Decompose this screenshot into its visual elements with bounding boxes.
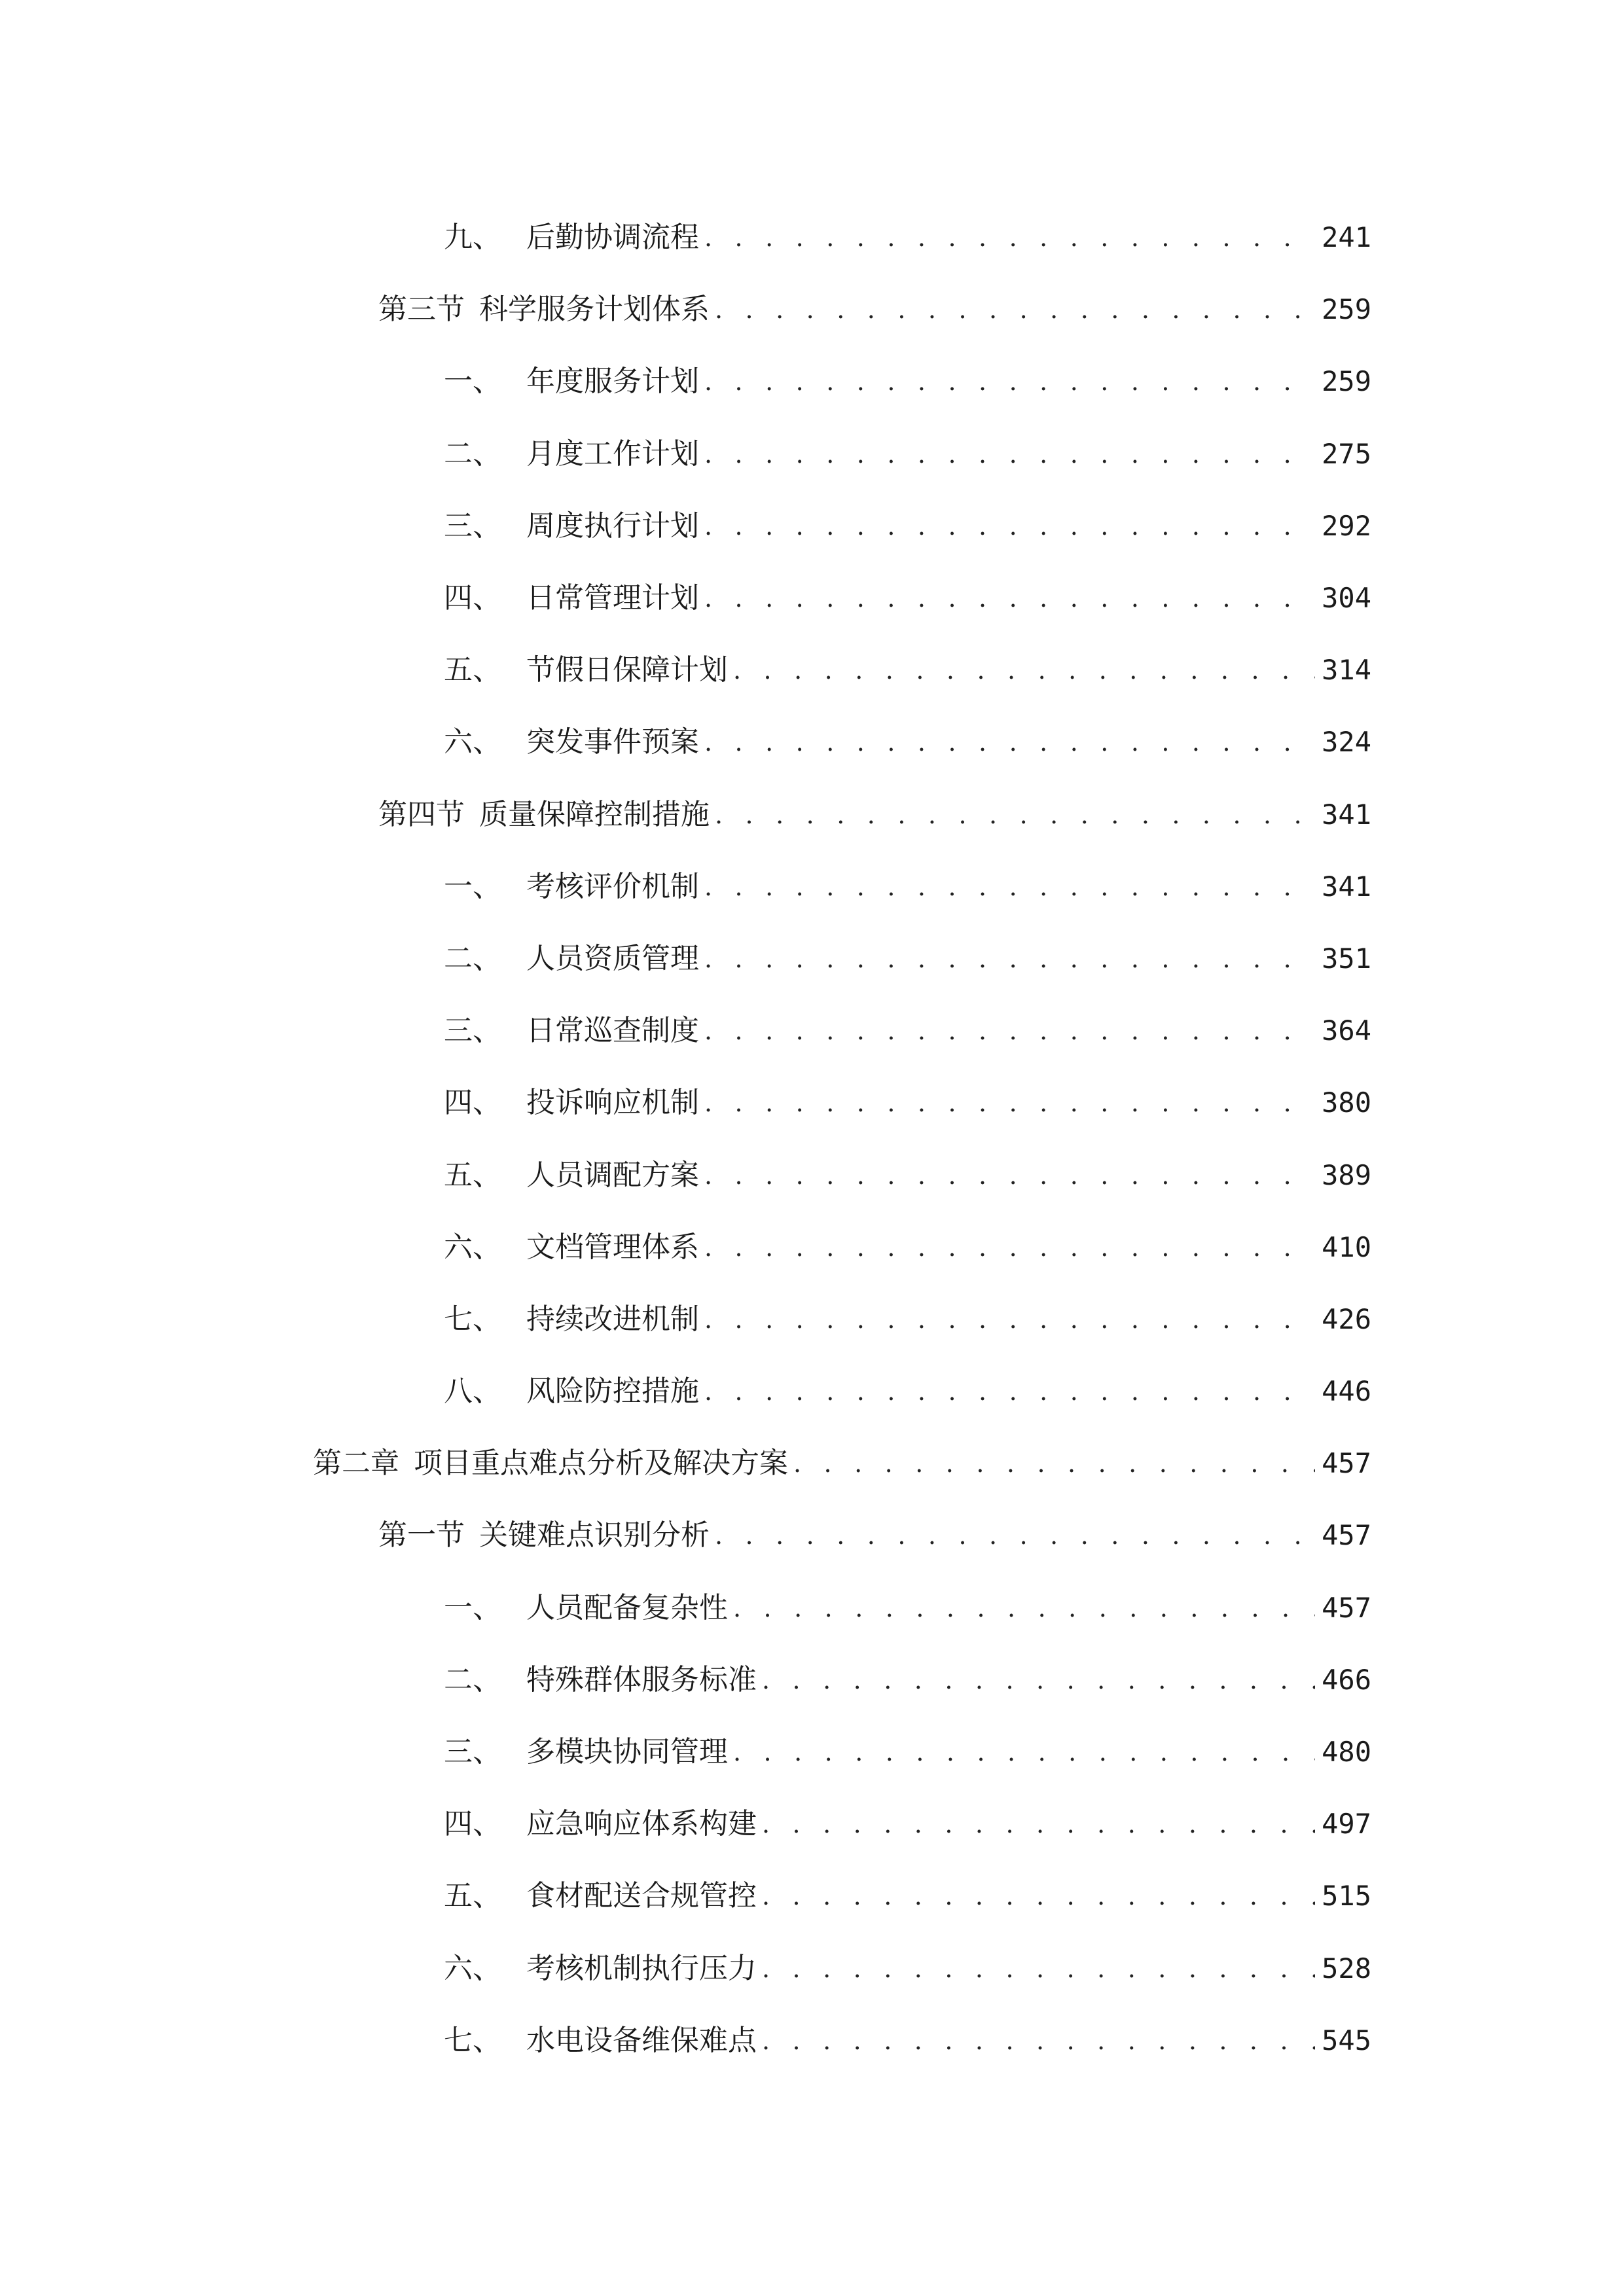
toc-entry-number: 六、 <box>444 725 501 759</box>
toc-entry-number: 四、 <box>444 1086 501 1120</box>
toc-entry-title: 科学服务计划体系 <box>479 293 710 327</box>
toc-entry-title: 水电设备维保难点 <box>526 2023 757 2057</box>
dot-leader <box>762 1812 1315 1837</box>
toc-entry-number: 二、 <box>444 1662 501 1696</box>
toc-entry-title: 年度服务计划 <box>526 365 699 399</box>
dot-leader <box>704 1090 1315 1115</box>
dot-leader <box>704 946 1315 971</box>
toc-entry-title: 投诉响应机制 <box>526 1086 699 1120</box>
toc-entry-title: 特殊群体服务标准 <box>526 1662 757 1696</box>
toc-entry-page: 545 <box>1322 2024 1371 2056</box>
dot-leader <box>704 1018 1315 1043</box>
dot-leader <box>704 874 1315 899</box>
dot-leader <box>704 586 1315 611</box>
toc-entry-number: 三、 <box>444 1735 501 1769</box>
toc-entry-page: 389 <box>1322 1158 1371 1191</box>
toc-entry-title: 应急响应体系构建 <box>526 1807 757 1841</box>
toc-entry[interactable] <box>0 346 1624 418</box>
toc-entry-title: 节假日保障计划 <box>526 653 728 687</box>
toc-entry-number: 第二章 <box>313 1446 399 1480</box>
toc-entry[interactable] <box>0 202 1624 274</box>
dot-leader <box>704 1307 1315 1332</box>
toc-entry-page: 410 <box>1322 1230 1371 1263</box>
dot-leader <box>733 1596 1315 1621</box>
toc-entry[interactable] <box>0 1716 1624 1788</box>
toc-entry-number: 四、 <box>444 1807 501 1841</box>
toc-entry-title: 考核评价机制 <box>526 869 699 903</box>
toc-entry-number: 三、 <box>444 1014 501 1048</box>
toc-entry[interactable] <box>0 1283 1624 1355</box>
toc-entry-number: 一、 <box>444 365 501 399</box>
toc-entry-title: 后勤协调流程 <box>526 221 699 255</box>
toc-entry-number: 二、 <box>444 437 501 471</box>
dot-leader <box>704 1379 1315 1404</box>
toc-entry[interactable] <box>0 634 1624 706</box>
toc-entry-title: 质量保障控制措施 <box>479 797 710 831</box>
toc-entry[interactable] <box>0 274 1624 346</box>
toc-entry-page: 259 <box>1322 293 1371 326</box>
toc-entry-page: 497 <box>1322 1808 1371 1840</box>
toc-entry-page: 341 <box>1322 870 1371 903</box>
toc-entry-number: 第四节 <box>378 797 465 831</box>
toc-entry-page: 426 <box>1322 1302 1371 1335</box>
toc-entry-number: 六、 <box>444 1951 501 1985</box>
toc-entry[interactable] <box>0 1067 1624 1139</box>
dot-leader <box>762 1884 1315 1909</box>
dot-leader <box>715 802 1315 827</box>
toc-entry[interactable] <box>0 1860 1624 1932</box>
dot-leader <box>793 1451 1315 1476</box>
toc-entry-title: 文档管理体系 <box>526 1230 699 1264</box>
toc-entry-page: 304 <box>1322 582 1371 615</box>
dot-leader <box>704 730 1315 755</box>
toc-entry-number: 一、 <box>444 869 501 903</box>
toc-entry[interactable] <box>0 2005 1624 2077</box>
toc-entry-page: 275 <box>1322 437 1371 470</box>
toc-entry-number: 五、 <box>444 653 501 687</box>
toc-entry-page: 364 <box>1322 1014 1371 1047</box>
toc-entry-page: 457 <box>1322 1591 1371 1624</box>
toc-entry-number: 一、 <box>444 1590 501 1624</box>
toc-entry-number: 五、 <box>444 1879 501 1913</box>
toc-entry[interactable] <box>0 1788 1624 1860</box>
dot-leader <box>715 1523 1315 1548</box>
dot-leader <box>704 369 1315 394</box>
toc-entry-title: 持续改进机制 <box>526 1302 699 1336</box>
toc-entry[interactable] <box>0 1644 1624 1716</box>
toc-entry-title: 多模块协同管理 <box>526 1735 728 1769</box>
toc-entry-title: 周度执行计划 <box>526 509 699 543</box>
toc-entry[interactable] <box>0 1211 1624 1283</box>
toc-entry[interactable] <box>0 562 1624 634</box>
toc-entry-number: 第一节 <box>378 1518 465 1552</box>
dot-leader <box>704 514 1315 539</box>
toc-entry-page: 241 <box>1322 221 1371 254</box>
toc-entry-title: 项目重点难点分析及解决方案 <box>414 1446 788 1480</box>
toc-entry-title: 考核机制执行压力 <box>526 1951 757 1985</box>
toc-entry-title: 日常管理计划 <box>526 581 699 615</box>
toc-entry-page: 480 <box>1322 1736 1371 1768</box>
toc-entry[interactable] <box>0 1572 1624 1644</box>
toc-entry-number: 五、 <box>444 1158 501 1192</box>
toc-entry[interactable] <box>0 1355 1624 1427</box>
toc-entry-number: 二、 <box>444 941 501 975</box>
table-of-contents <box>0 202 1624 2077</box>
dot-leader <box>704 442 1315 467</box>
toc-entry-number: 六、 <box>444 1230 501 1264</box>
toc-entry[interactable] <box>0 779 1624 851</box>
dot-leader <box>704 1163 1315 1188</box>
toc-entry-title: 月度工作计划 <box>526 437 699 471</box>
toc-entry[interactable] <box>0 995 1624 1067</box>
toc-entry[interactable] <box>0 1139 1624 1211</box>
toc-entry[interactable] <box>0 923 1624 995</box>
dot-leader <box>733 1740 1315 1765</box>
dot-leader <box>704 225 1315 250</box>
toc-entry[interactable] <box>0 1427 1624 1499</box>
toc-entry-page: 324 <box>1322 726 1371 759</box>
toc-entry-page: 314 <box>1322 654 1371 687</box>
toc-entry-title: 风险防控措施 <box>526 1374 699 1408</box>
toc-entry-number: 八、 <box>444 1374 501 1408</box>
toc-entry-title: 人员调配方案 <box>526 1158 699 1192</box>
dot-leader <box>762 1956 1315 1981</box>
toc-entry-page: 457 <box>1322 1447 1371 1480</box>
toc-entry[interactable] <box>0 1933 1624 2005</box>
toc-entry[interactable] <box>0 851 1624 923</box>
toc-entry-title: 人员配备复杂性 <box>526 1590 728 1624</box>
toc-entry-number: 三、 <box>444 509 501 543</box>
toc-entry-number: 第三节 <box>378 293 465 327</box>
toc-entry-page: 341 <box>1322 798 1371 831</box>
toc-entry[interactable] <box>0 1499 1624 1571</box>
toc-entry-page: 457 <box>1322 1519 1371 1552</box>
toc-entry-number: 七、 <box>444 2023 501 2057</box>
toc-entry-page: 292 <box>1322 509 1371 542</box>
toc-entry-number: 四、 <box>444 581 501 615</box>
toc-entry-number: 九、 <box>444 221 501 255</box>
toc-entry-page: 259 <box>1322 365 1371 398</box>
dot-leader <box>733 658 1315 683</box>
toc-entry-page: 380 <box>1322 1086 1371 1119</box>
toc-entry-page: 528 <box>1322 1952 1371 1984</box>
toc-entry-title: 食材配送合规管控 <box>526 1879 757 1913</box>
toc-entry-title: 日常巡查制度 <box>526 1014 699 1048</box>
dot-leader <box>704 1235 1315 1260</box>
toc-entry-page: 351 <box>1322 942 1371 975</box>
toc-entry-page: 515 <box>1322 1880 1371 1912</box>
dot-leader <box>715 297 1315 322</box>
toc-entry-page: 446 <box>1322 1375 1371 1408</box>
toc-entry-page: 466 <box>1322 1663 1371 1696</box>
toc-entry[interactable] <box>0 490 1624 562</box>
dot-leader <box>762 1668 1315 1693</box>
toc-entry-title: 关键难点识别分析 <box>479 1518 710 1552</box>
toc-entry-title: 人员资质管理 <box>526 941 699 975</box>
toc-entry[interactable] <box>0 706 1624 778</box>
dot-leader <box>762 2028 1315 2053</box>
toc-entry-title: 突发事件预案 <box>526 725 699 759</box>
toc-entry-number: 七、 <box>444 1302 501 1336</box>
toc-entry[interactable] <box>0 418 1624 490</box>
